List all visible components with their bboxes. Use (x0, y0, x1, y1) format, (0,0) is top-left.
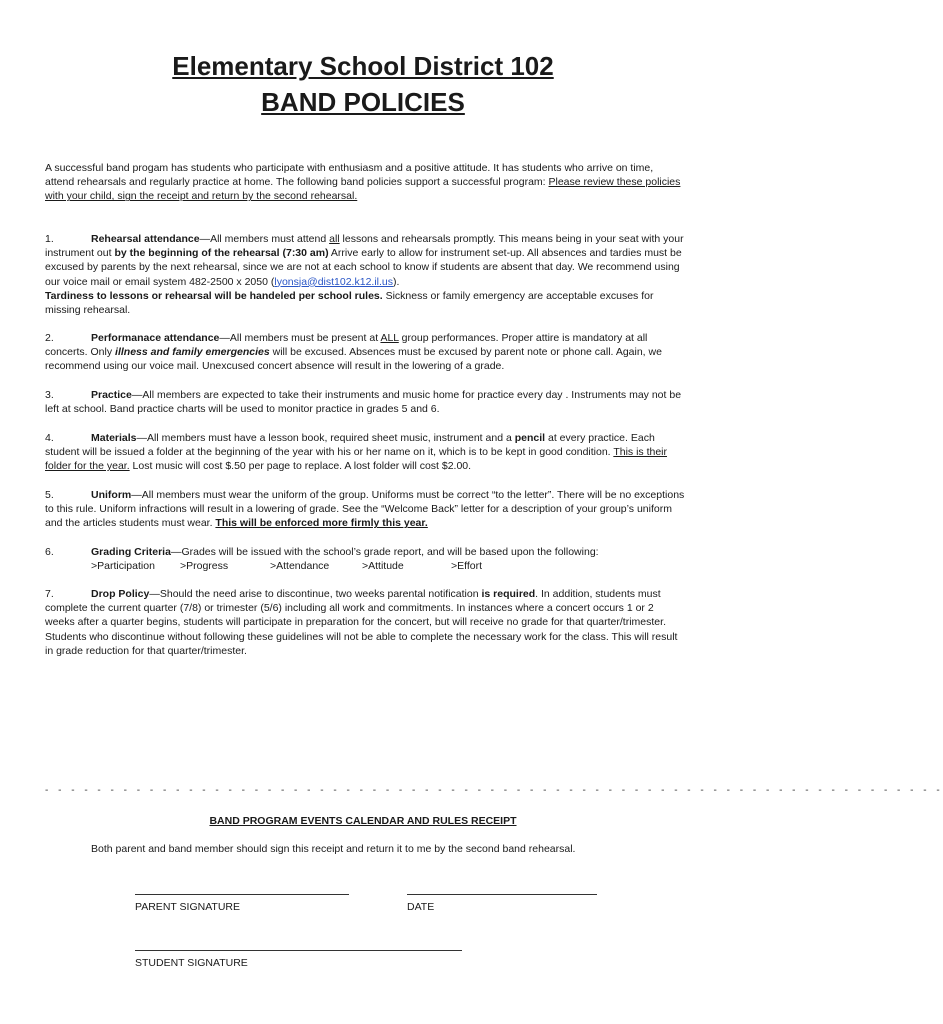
policy-heading: Drop Policy (91, 588, 150, 600)
policy-emphasis: ALL (380, 332, 399, 344)
parent-signature-line[interactable] (135, 894, 349, 895)
date-line[interactable] (407, 894, 597, 895)
policy-6-grading (45, 545, 685, 573)
policy-emphasis: is required (481, 588, 536, 600)
policy-number: 3. (45, 389, 54, 401)
policy-text: Lost music will cost $.50 per page to replace. A lost folder will cost $2.00. (129, 460, 472, 473)
policy-text: —All members must wear the uniform of the group. Uniforms must be correct “to the letter”. There will be no exceptions to this rule. Uniform infractions will result in a lowering of grade. See the “Welcome Back” letter for a description of your group’s uniform and the articles students must wear. (45, 489, 685, 530)
policy-text: —All members must have a lesson book, required sheet music, instrument and a (136, 432, 515, 444)
policy-text: will be excused. Absences must be excused by parent note or phone call. Again, we recommend using our voice mail. Unexcused concert absence will result in the lowering of a grade. (45, 346, 662, 373)
policy-emphasis: Tardiness to lessons or rehearsal will be handeled per school rules. (45, 289, 383, 302)
policy-number: 6. (45, 546, 54, 558)
intro-paragraph (45, 161, 685, 204)
policy-4-materials (45, 431, 685, 474)
policy-text: group performances. Proper attire is mandatory at all concerts. Only (45, 332, 648, 359)
policy-text: Arrive early to allow for instrument set-up. All absences and tardies must be excused by parents by the next rehearsal, since we are not at each school to know if students are absent that day. We recommend using our voice mail or email system 482-2500 x 2050 ( (45, 247, 682, 288)
student-signature-line[interactable] (135, 950, 462, 951)
grading-item: >Attendance (270, 560, 330, 573)
policy-text: —Grades will be issued with the school’s grade report, and will be based upon the following: (170, 546, 599, 558)
policy-text: —All members are expected to take their instruments and music home for practice every day . Instruments may not be left at school. Band practice charts will be used to monitor practice in grades 5 and 6. (45, 389, 682, 416)
grading-item: >Effort (451, 560, 483, 573)
grading-item: >Progress (180, 560, 229, 573)
intro-instruction: Please review these policies with your child, sign the receipt and return by the second rehearsal. (45, 176, 681, 203)
policy-number: 5. (45, 489, 54, 501)
policy-emphasis: pencil (514, 432, 546, 444)
receipt-title: BAND PROGRAM EVENTS CALENDAR AND RULES RECEIPT (209, 815, 517, 827)
policy-text: lessons and rehearsals promptly. This means being in your seat with your instrument out (45, 233, 684, 260)
intro-text: A successful band progam has students who participate with enthusiasm and a positive attitude. It has students who arrive on time, attend rehearsals and regularly practice at home. The following band policies support a successful program: (45, 162, 654, 189)
policy-2-performance (45, 331, 685, 374)
policy-emphasis: illness and family emergencies (115, 346, 270, 359)
policy-7-drop (45, 587, 685, 658)
policy-number: 2. (45, 332, 54, 344)
policy-number: 1. (45, 233, 54, 245)
policy-heading: Materials (91, 432, 137, 444)
policy-emphasis: by the beginning of the rehearsal (7:30 am) (114, 247, 329, 260)
policy-heading: Uniform (91, 489, 132, 501)
policy-3-practice (45, 388, 685, 416)
policy-text: —All members must be present at (219, 332, 381, 344)
policy-number: 4. (45, 432, 54, 444)
policies-title: BAND POLICIES (261, 87, 465, 117)
policy-text: —Should the need arise to discontinue, two weeks parental notification (149, 588, 482, 600)
policy-text: at every practice. Each student will be issued a folder at the beginning of the year with his or her name on it, which is to be kept in good condition. (45, 432, 655, 459)
policy-1-rehearsal (45, 232, 685, 317)
email-link[interactable]: lyonsja@dist102.k12.il.us (274, 275, 393, 288)
student-signature-label: STUDENT SIGNATURE (135, 957, 248, 969)
policy-text: ). (393, 275, 400, 288)
date-label: DATE (407, 901, 435, 913)
policy-number: 7. (45, 588, 54, 600)
policy-text: —All members must attend (199, 233, 330, 245)
policy-emphasis: all (329, 233, 340, 245)
policy-5-uniform (45, 488, 685, 531)
cut-line: - - - - - - - - - - - - - - - - - - - - - - - - - - - - - - - - - - - - - - - - - - - - - - - - - - - - - - - - - - - - - - - - - - - - - (45, 785, 943, 796)
parent-signature-label: PARENT SIGNATURE (135, 901, 241, 913)
policy-emphasis: This will be enforced more firmly this year. (215, 517, 428, 530)
policy-emphasis: This is their folder for the year. (45, 446, 668, 473)
grading-item: >Participation (91, 560, 155, 573)
policy-heading: Practice (91, 389, 132, 401)
grading-item: >Attitude (362, 560, 404, 573)
district-title: Elementary School District 102 (172, 51, 554, 81)
policy-text: . In addition, students must complete the current quarter (7/8) or trimester (5/6) including all work and commitments. In instances where a concert occurs 1 or 2 weeks after a quarter begins, students will participate in preparation for the concert, but will receive no grade for that quarter/trimester. Students who discontinue without following these guidelines will not be able to complete the necessary work for the class. This will result in grade reduction for that quarter/trimester. (45, 588, 678, 657)
policy-text: Sickness or family emergency are acceptable excuses for missing rehearsal. (45, 289, 654, 317)
policy-heading: Rehearsal attendance (91, 233, 200, 245)
policy-heading: Grading Criteria (91, 546, 171, 558)
receipt-instructions: Both parent and band member should sign this receipt and return it to me by the second band rehearsal. (91, 843, 576, 855)
policy-heading: Performanace attendance (91, 332, 220, 344)
